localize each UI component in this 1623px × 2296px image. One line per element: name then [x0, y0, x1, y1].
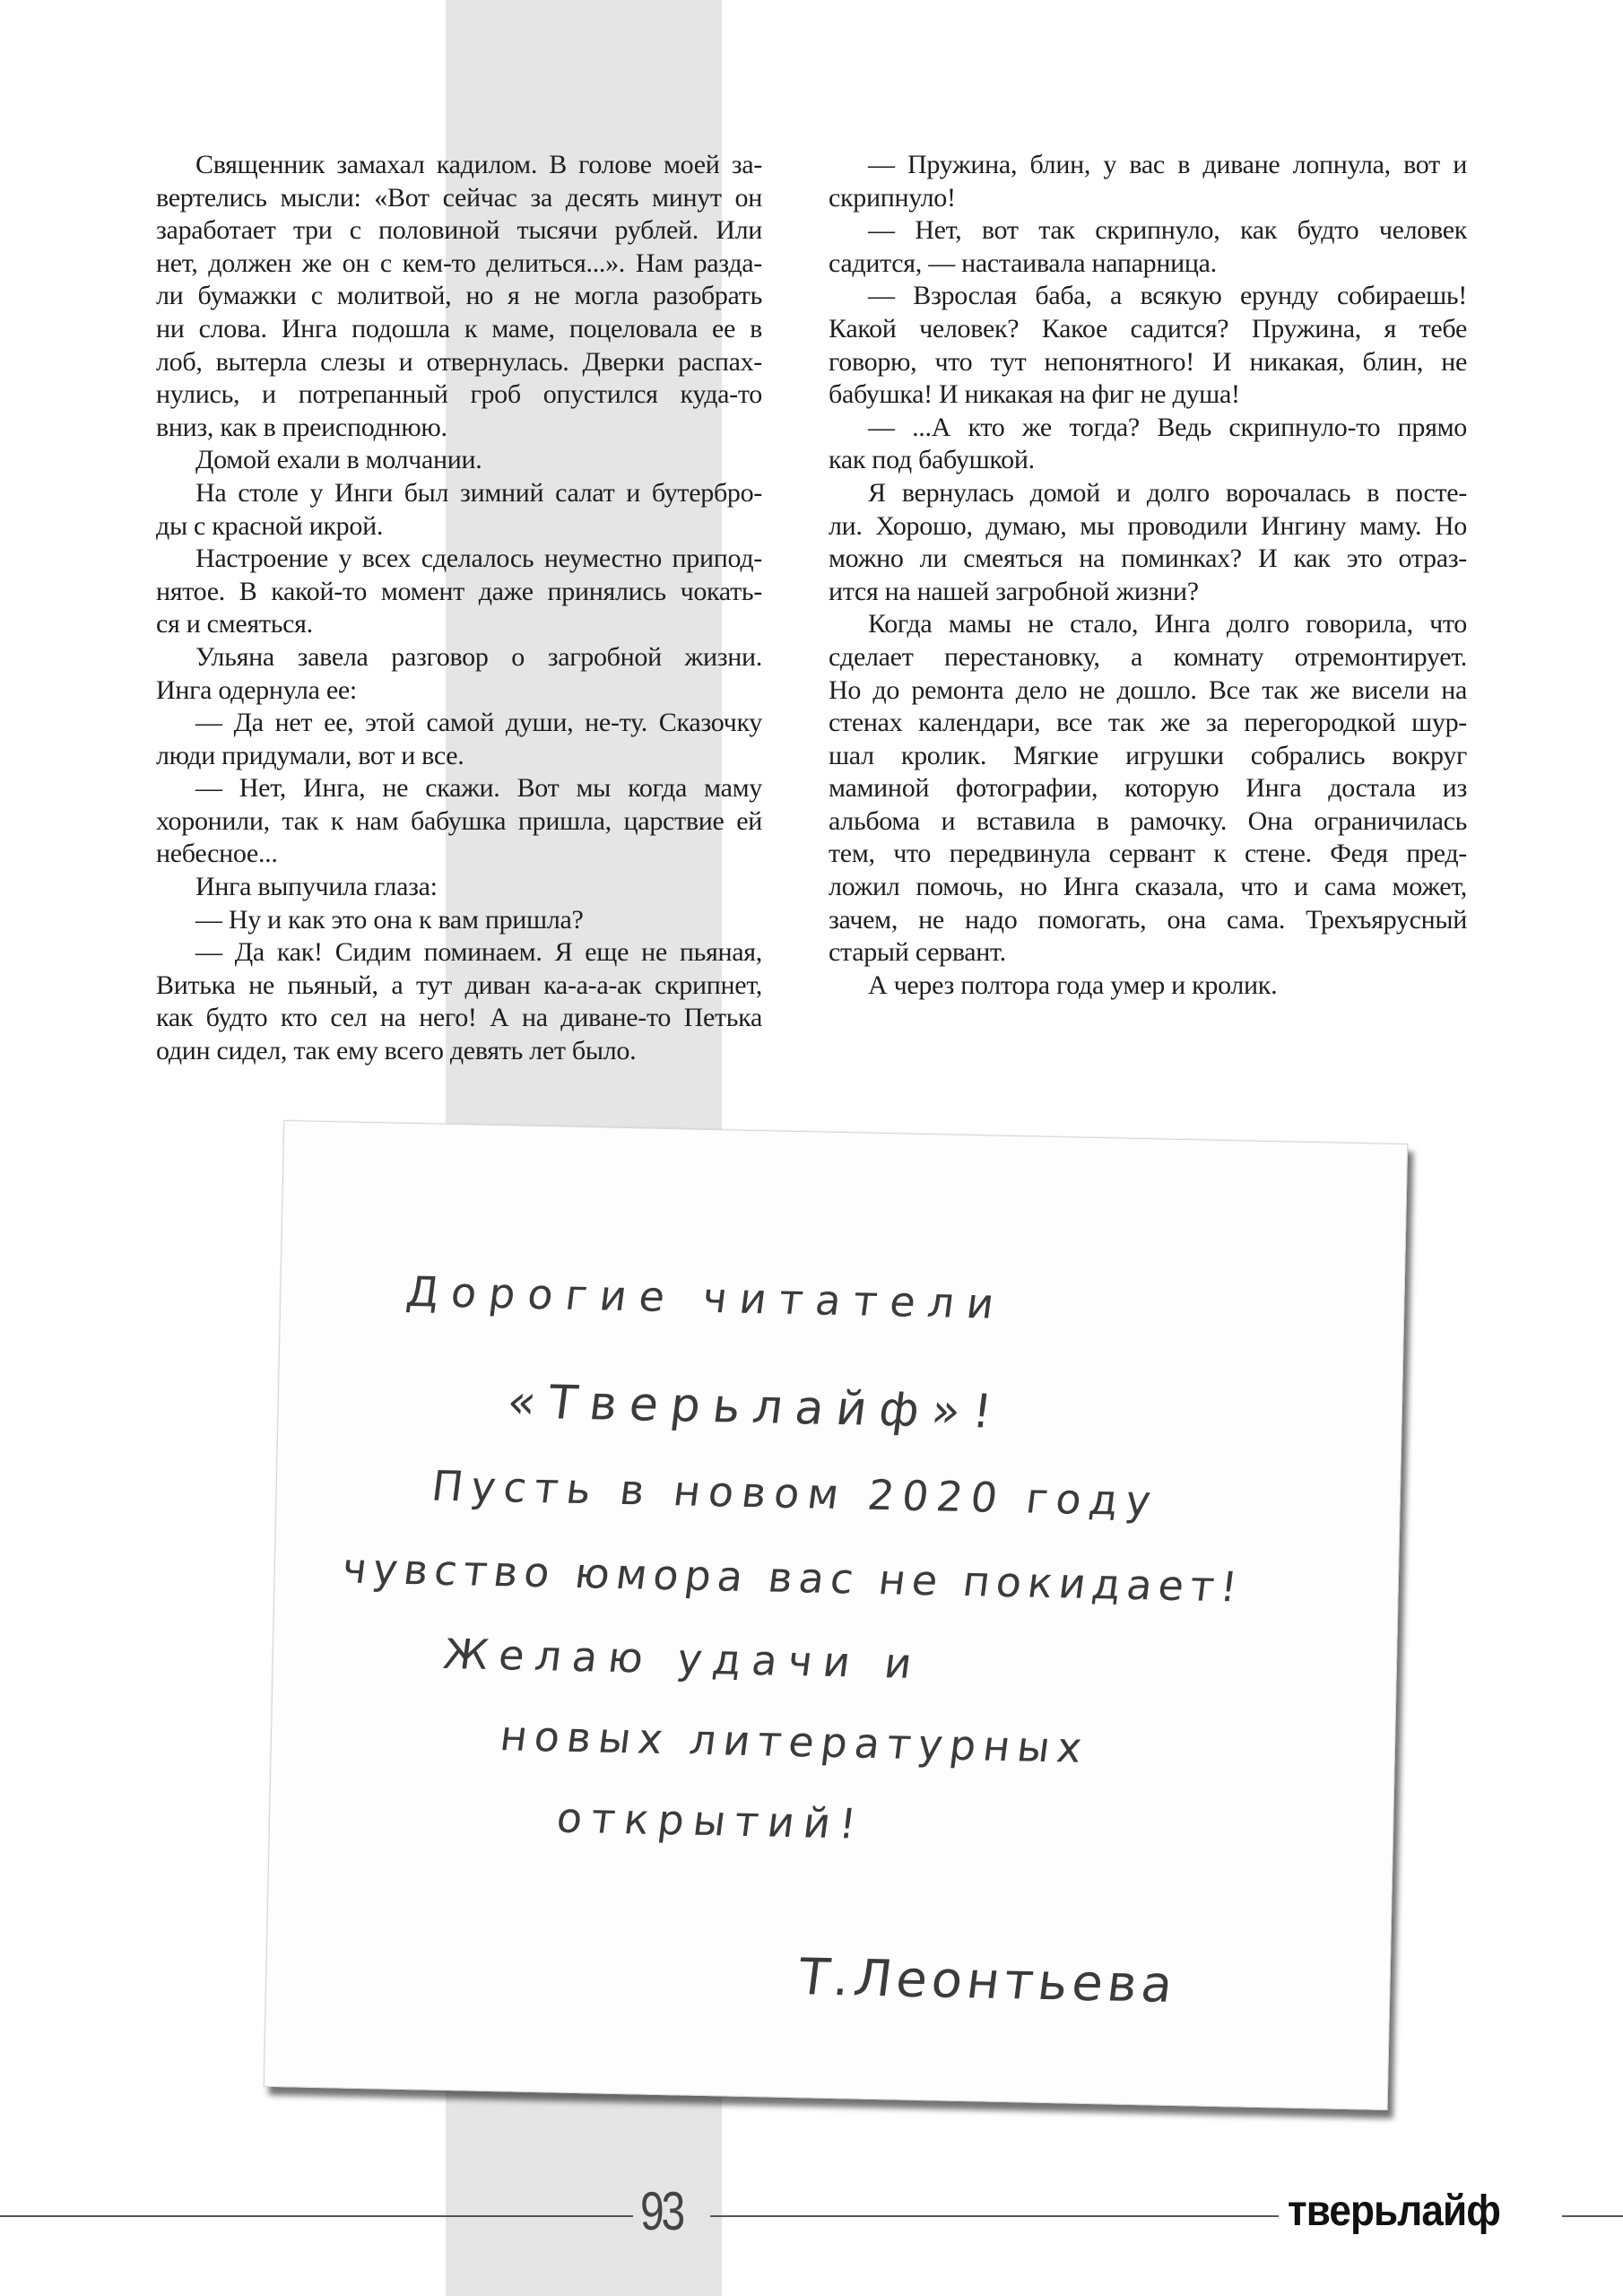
paragraph [156, 871, 762, 904]
note-line: «Тверьлайф»! [504, 1375, 1008, 1439]
footer-rule-middle [710, 2215, 1279, 2217]
text-line: заработает три с половиной тысячи рублей. Или [156, 215, 762, 246]
text-line: альбома и вставила в рамочку. Она ограничилась [829, 805, 1467, 836]
text-line: — Взрослая баба, а всякую ерунду собираешь! [868, 281, 1467, 311]
paragraph [156, 149, 762, 444]
text-line: шал кролик. Мягкие игрушки собрались вокруг [829, 740, 1467, 770]
magazine-brand: тверьлайф [1288, 2187, 1501, 2235]
text-line: Витька не пьяный, а тут диван ка-а-а-ак скрипнет, [156, 970, 762, 1000]
paragraph [156, 707, 762, 772]
text-line: зачем, не надо помогать, она сама. Трехъярусный [829, 904, 1467, 935]
paragraph [156, 904, 762, 937]
text-line: — Нет, Инга, не скажи. Вот мы когда маму [195, 773, 762, 804]
text-line: Домой ехали в молчании. [195, 445, 482, 475]
text-line: — Да нет ее, этой самой души, не-ту. Сказочку [195, 708, 762, 738]
text-line: лоб, вытерла слезы и отвернулась. Дверки распах- [156, 346, 762, 377]
text-line: бабушка! И никакая на фиг не душа! [829, 379, 1240, 410]
text-line: вертелись мысли: «Вот сейчас за десять минут он [156, 182, 762, 213]
text-line: Ульяна завела разговор о загробной жизни. [195, 641, 762, 672]
text-line: Инга выпучила глаза: [195, 872, 438, 902]
text-line: стенах календари, все так же за перегородкой шур- [829, 708, 1467, 738]
text-line: небесное... [156, 839, 278, 869]
text-line: — Да как! Сидим поминаем. Я еще не пьяная, [195, 937, 762, 968]
text-line: — Нет, вот так скрипнуло, как будто человек [868, 215, 1467, 246]
text-line: один сидел, так ему всего девять лет было. [156, 1036, 637, 1066]
footer-rule-right [1562, 2215, 1623, 2217]
text-line: говорю, что тут непонятного! И никакая, блин, не [829, 346, 1467, 377]
paragraph [156, 936, 762, 1067]
text-line: — ...А кто же тогда? Ведь скрипнуло-то прямо [868, 412, 1467, 442]
text-line: ли. Хорошо, думаю, мы проводили Ингину маму. Но [829, 510, 1467, 541]
text-line: — Пружина, блин, у вас в диване лопнула, вот и [868, 150, 1467, 179]
page-number: 93 [640, 2181, 682, 2241]
text-line: ды с красной икрой. [156, 510, 384, 541]
paragraph [156, 477, 762, 543]
paragraph [829, 412, 1467, 477]
paragraph [829, 214, 1467, 280]
text-line: На столе у Инги был зимний салат и бутербро- [195, 477, 762, 508]
article-right-column [829, 149, 1467, 1002]
text-line: нятое. В какой-то момент даже принялись чокать- [156, 576, 762, 606]
text-line: сделает перестановку, а комнату отремонтирует. [829, 641, 1467, 672]
paragraph [156, 641, 762, 707]
text-line: ли бумажки с молитвой, но я не могла разобрать [156, 281, 762, 311]
note-line: новых литературных [497, 1711, 1092, 1772]
text-line: ся и смеяться. [156, 609, 313, 639]
note-signature: Т.Леонтьева [794, 1948, 1181, 2014]
text-line: нулись, и потрепанный гроб опустился куда-то [156, 379, 762, 410]
paragraph [829, 280, 1467, 411]
text-line: как под бабушкой. [829, 445, 1035, 475]
text-line: нет, должен же он с кем-то делиться...». Нам разда- [156, 248, 762, 278]
text-line: люди придумали, вот и все. [156, 740, 464, 770]
text-line: А через полтора года умер и кролик. [868, 970, 1278, 1000]
text-line: Но до ремонта дело не дошло. Все так же висели на [829, 674, 1467, 705]
article-left-column [156, 149, 762, 1068]
text-line: скрипнуло! [829, 182, 956, 213]
text-line: можно ли смеяться на поминках? И как это отраз- [829, 544, 1467, 574]
text-line: Настроение у всех сделалось неуместно припод- [195, 544, 762, 574]
handwritten-note-card [264, 1120, 1408, 2110]
text-line: как будто кто сел на него! А на диване-то Петька [156, 1003, 762, 1033]
text-line: Какой человек? Какое садится? Пружина, я тебе [829, 313, 1467, 344]
text-line: вниз, как в преисподнюю. [156, 412, 447, 442]
note-line: Пусть в новом 2020 году [429, 1461, 1162, 1526]
note-line: Желаю удачи и [440, 1629, 925, 1688]
paragraph [156, 543, 762, 641]
paragraph [829, 149, 1467, 214]
text-line: тем, что передвинула сервант к стене. Федя пред- [829, 839, 1467, 869]
paragraph [829, 477, 1467, 608]
text-line: ится на нашей загробной жизни? [829, 576, 1199, 606]
text-line: Когда мамы не стало, Инга долго говорила, что [868, 609, 1467, 639]
paragraph [156, 444, 762, 477]
note-line: Дорогие читатели [404, 1266, 1010, 1328]
paragraph [829, 970, 1467, 1003]
text-line: ни слова. Инга подошла к маме, поцеловала ее в [156, 313, 762, 344]
text-line: хоронили, так к нам бабушка пришла, царствие ей [156, 805, 762, 836]
note-line: открытий! [553, 1793, 868, 1848]
text-line: Священник замахал кадилом. В голове моей за- [195, 150, 762, 179]
note-line: чувство юмора вас не покидает! [339, 1544, 1246, 1612]
text-line: садится, — настаивала напарница. [829, 248, 1217, 278]
text-line: старый сервант. [829, 937, 1006, 968]
text-line: ложил помочь, но Инга сказала, что и сама может, [829, 872, 1467, 902]
text-line: — Ну и как это она к вам пришла? [195, 904, 584, 935]
paragraph [156, 772, 762, 871]
text-line: маминой фотографии, которую Инга достала из [829, 773, 1467, 804]
text-line: Инга одернула ее: [156, 674, 357, 705]
text-line: Я вернулась домой и долго ворочалась в посте- [868, 477, 1467, 508]
footer-rule-left [0, 2215, 633, 2217]
paragraph [829, 608, 1467, 970]
